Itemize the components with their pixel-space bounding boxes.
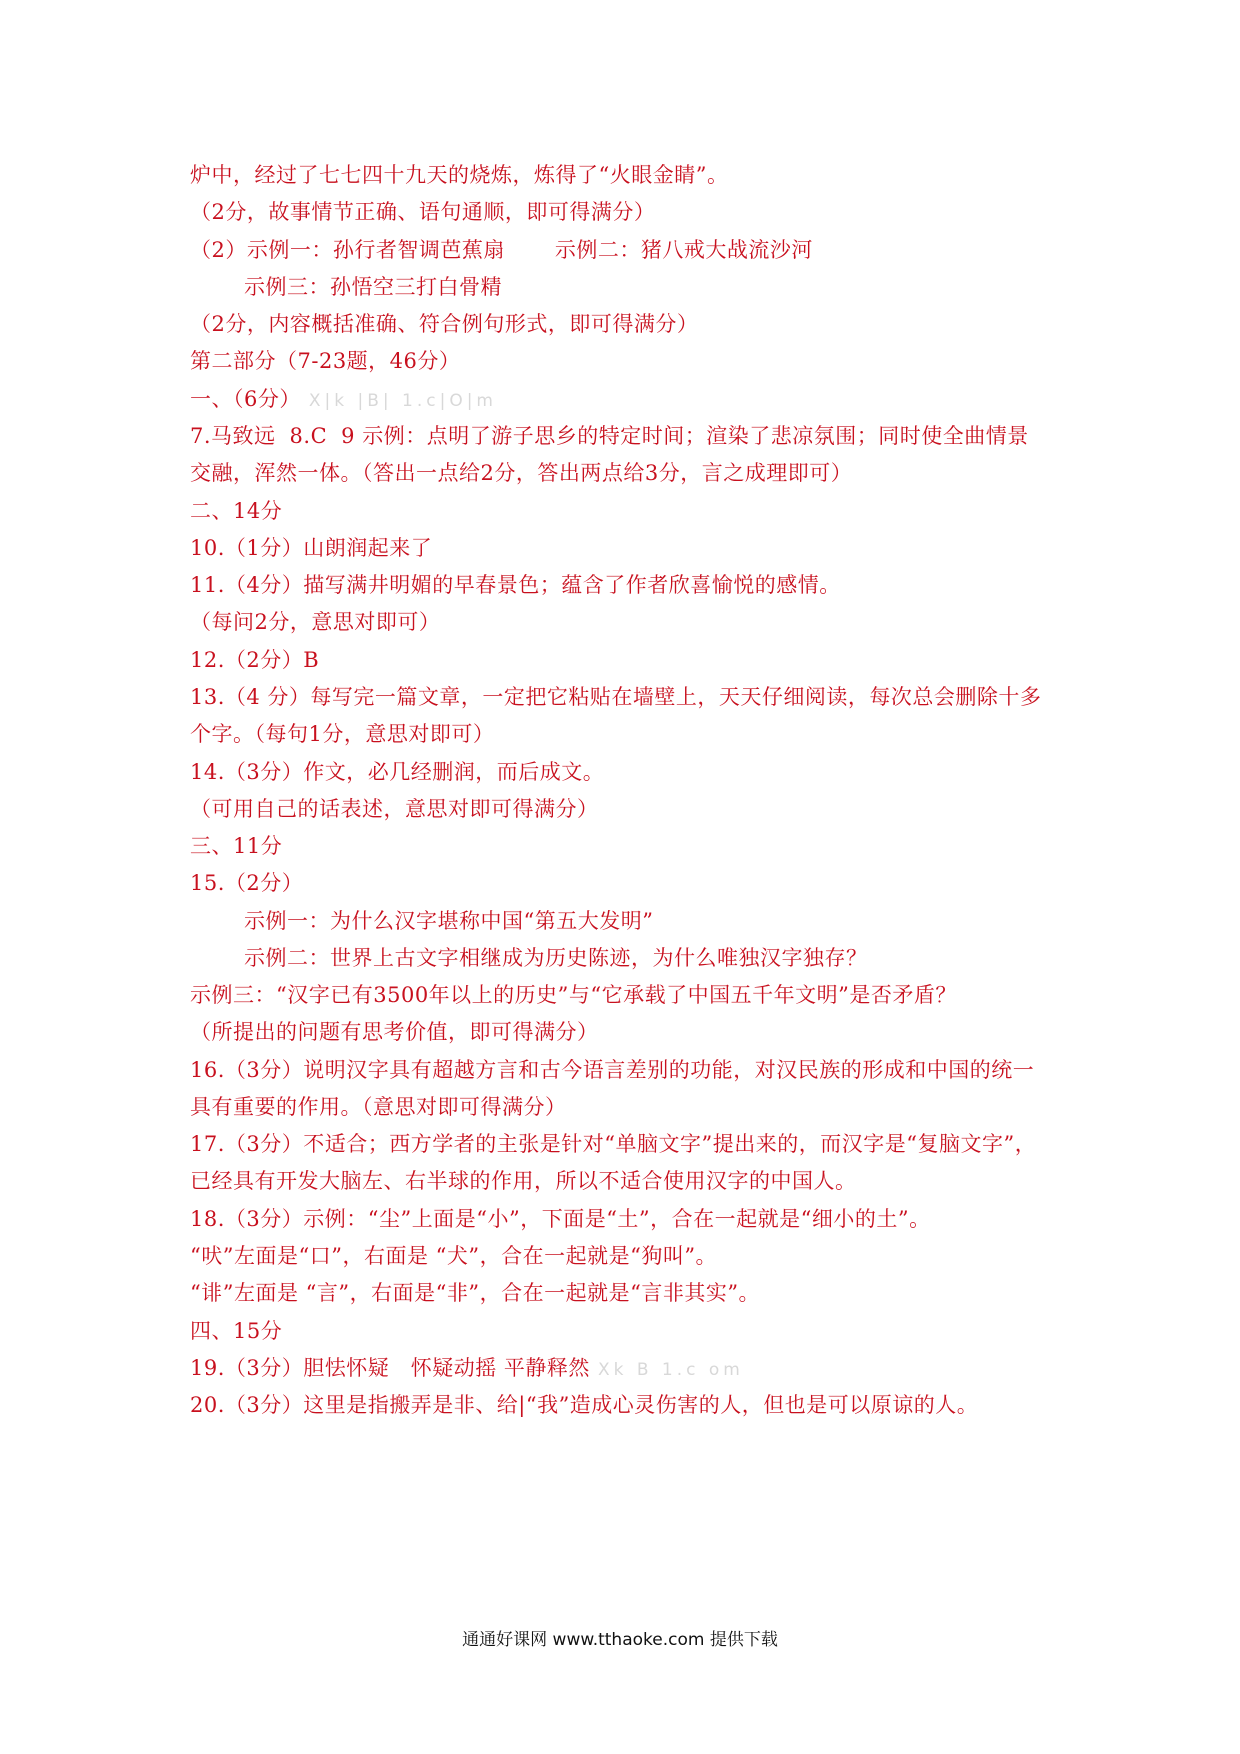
answer-text: 个字。（每句1分，意思对即可） [190, 722, 495, 746]
answer-text: （每问2分，意思对即可） [190, 610, 441, 634]
section-heading [190, 831, 282, 861]
answer-line [190, 1017, 599, 1047]
answer-text: 16.（3分）说明汉字具有超越方言和古今语言差别的功能，对汉民族的形成和中国的统一 [190, 1058, 1035, 1082]
answer-text: （所提出的问题有思考价值，即可得满分） [190, 1020, 599, 1044]
answer-text: 8.C [289, 424, 328, 448]
answer-line [190, 235, 813, 265]
section-heading [190, 346, 460, 376]
answer-line [190, 533, 432, 563]
answer-line [190, 682, 1041, 712]
answer-line [190, 1390, 978, 1420]
answer-text: 11.（4分）描写满井明媚的早春景色；蕴含了作者欣喜愉悦的感情。 [190, 573, 841, 597]
watermark-text: X|k |B| 1.c|O|m [308, 391, 497, 411]
answer-text: （2）示例一：孙行者智调芭蕉扇 [190, 238, 505, 262]
answer-text: 示例二：猪八戒大战流沙河 [554, 238, 813, 262]
answer-line [244, 943, 868, 973]
answer-line [190, 160, 728, 190]
section-heading-text: 二、14分 [190, 499, 283, 523]
answer-line [190, 868, 303, 898]
answer-text: 18.（3分）示例：“尘”上面是“小”，下面是“土”，合在一起就是“细小的土”。 [190, 1207, 931, 1231]
answer-text: 示例三：孙悟空三打白骨精 [244, 275, 502, 299]
section-heading-text: 四、15分 [190, 1319, 283, 1343]
answer-line [190, 1055, 1034, 1085]
section-heading [190, 1316, 282, 1346]
answer-text: “吠”左面是“口”，右面是 “犬”，合在一起就是“狗叫”。 [190, 1244, 718, 1268]
answer-text: 17.（3分）不适合；西方学者的主张是针对“单脑文字”提出来的，而汉字是“复脑文字”， [190, 1132, 1037, 1156]
answer-text: 7.马致远 [190, 424, 276, 448]
answer-line [190, 757, 604, 787]
answer-line [190, 309, 698, 339]
answer-line [190, 1092, 567, 1122]
footer-text: 通通好课网 www.tthaoke.com 提供下载 [462, 1630, 778, 1650]
answer-text: 12.（2分）B [190, 648, 320, 672]
answer-text: （2分，故事情节正确、语句通顺，即可得满分） [190, 200, 656, 224]
answer-line [190, 1278, 760, 1308]
answer-text: 示例三：“汉字已有3500年以上的历史”与“它承载了中国五千年文明”是否矛盾？ [190, 983, 957, 1007]
answer-text: 9 示例：点明了游子思乡的特定时间；渲染了悲凉氛围；同时使全曲情景 [341, 424, 1029, 448]
answer-line [190, 645, 319, 675]
answer-line [190, 1353, 744, 1385]
answer-text: 14.（3分）作文，必几经删润，而后成文。 [190, 760, 605, 784]
answer-line [190, 980, 957, 1010]
answer-text: （可用自己的话表述，意思对即可得满分） [190, 797, 599, 821]
answer-line [190, 197, 655, 227]
section-heading-text: 三、11分 [190, 834, 283, 858]
answer-line [244, 272, 502, 302]
watermark-text: Xk B 1.c om [597, 1360, 744, 1380]
answer-line [190, 421, 1029, 451]
answer-text: 示例一：为什么汉字堪称中国“第五大发明” [244, 909, 654, 933]
section-heading-text: 一、（6分） [190, 387, 301, 411]
section-heading-text: 第二部分（7-23题，46分） [190, 349, 461, 373]
answer-line [244, 906, 653, 936]
answer-text: 示例二：世界上古文字相继成为历史陈迹，为什么唯独汉字独存？ [244, 946, 868, 970]
answer-text: 15.（2分） [190, 871, 304, 895]
page-footer [0, 1628, 1240, 1652]
answer-text: 已经具有开发大脑左、右半球的作用，所以不适合使用汉字的中国人。 [190, 1169, 857, 1193]
answer-line [190, 1204, 931, 1234]
answer-text: 交融，浑然一体。（答出一点给2分，答出两点给3分，言之成理即可） [190, 461, 853, 485]
answer-text: 20.（3分）这里是指搬弄是非、给|“我”造成心灵伤害的人，但也是可以原谅的人。 [190, 1393, 979, 1417]
answer-text: “诽”左面是 “言”，右面是“非”，合在一起就是“言非其实”。 [190, 1281, 761, 1305]
answer-line [190, 1166, 857, 1196]
answer-line [190, 1241, 717, 1271]
section-heading [190, 384, 497, 416]
answer-line [190, 458, 852, 488]
section-heading [190, 496, 282, 526]
answer-text: 炉中，经过了七七四十九天的烧炼，炼得了“火眼金睛”。 [190, 163, 729, 187]
answer-line [190, 607, 440, 637]
answer-line [190, 719, 494, 749]
answer-text: 13.（4 分）每写完一篇文章，一定把它粘贴在墙壁上，天天仔细阅读，每次总会删除十多 [190, 685, 1042, 709]
answer-text: （2分，内容概括准确、符合例句形式，即可得满分） [190, 312, 699, 336]
answer-text: 10.（1分）山朗润起来了 [190, 536, 433, 560]
answer-line [190, 1129, 1036, 1159]
answer-line [190, 570, 841, 600]
answer-text: 19.（3分）胆怯怀疑 怀疑动摇 平静释然 [190, 1356, 590, 1380]
answer-line [190, 794, 599, 824]
answer-text: 具有重要的作用。（意思对即可得满分） [190, 1095, 567, 1119]
